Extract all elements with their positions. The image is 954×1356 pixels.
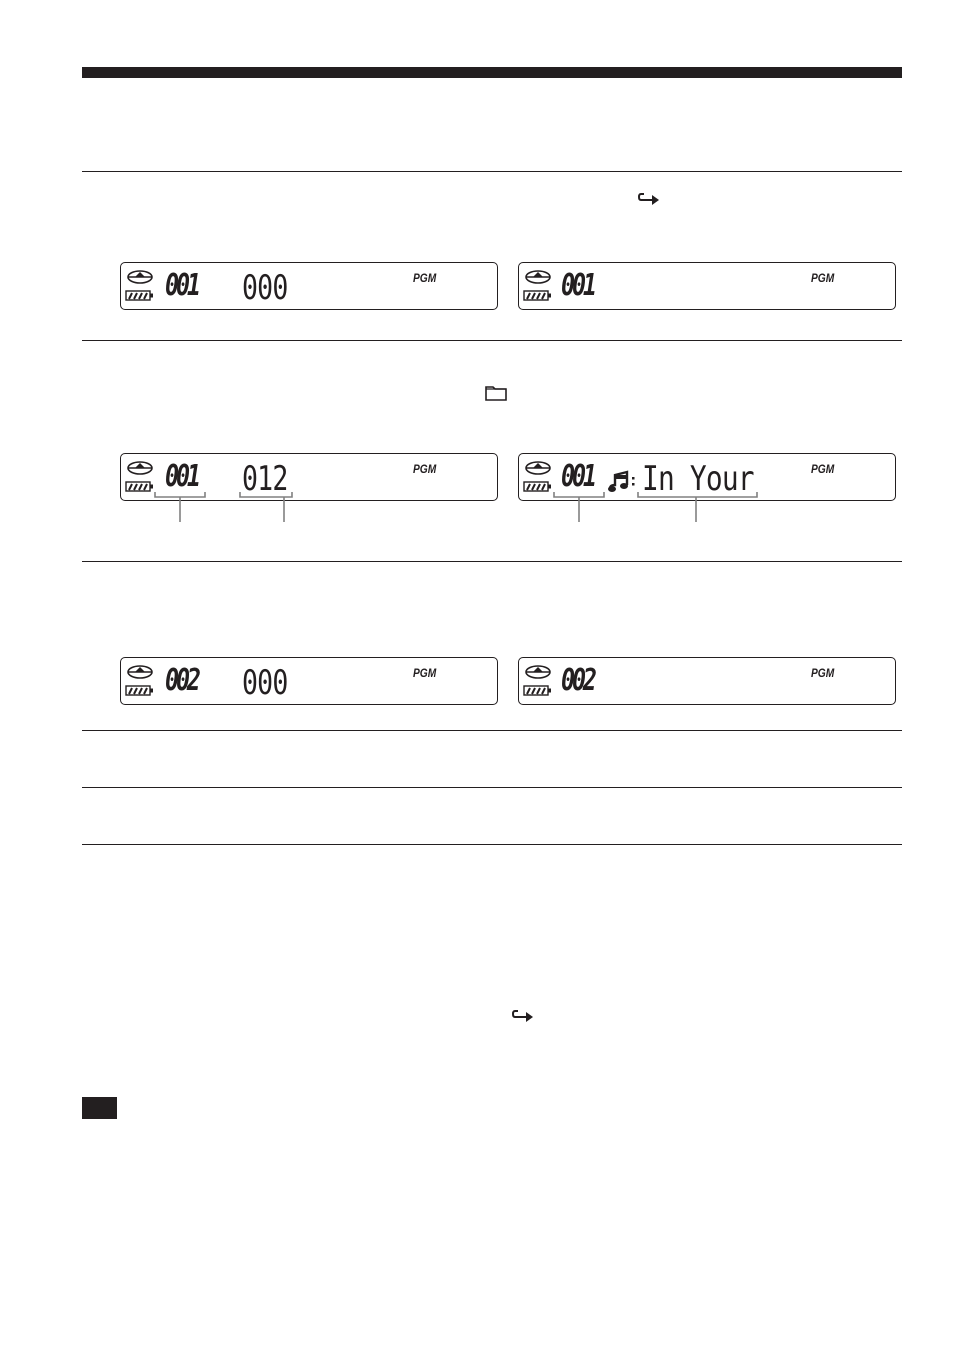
lcd-pgm-indicator: PGM — [413, 666, 437, 680]
lcd-pgm-indicator: PGM — [811, 462, 835, 476]
lcd-pgm-indicator: PGM — [811, 271, 835, 285]
lcd-display — [120, 657, 498, 705]
lcd-group-number: 001 — [165, 268, 198, 303]
folder-icon — [485, 384, 507, 401]
disc-icon — [523, 459, 553, 499]
disc-icon — [125, 663, 155, 703]
step-divider — [82, 561, 902, 562]
battery-icon — [523, 685, 553, 697]
lcd-group-number: 001 — [165, 459, 198, 494]
battery-icon — [523, 290, 553, 302]
step-divider — [82, 340, 902, 341]
lcd-pgm-indicator: PGM — [413, 271, 437, 285]
repeat-arrow-icon — [638, 192, 660, 206]
battery-icon — [125, 290, 155, 302]
callout-brackets — [150, 490, 310, 526]
lcd-display — [518, 657, 896, 705]
lcd-group-number: 002 — [165, 663, 198, 698]
lcd-track-count: 000 — [242, 663, 288, 703]
lcd-pgm-indicator: PGM — [413, 462, 437, 476]
lcd-group-number: 002 — [561, 663, 594, 698]
section-header-bar — [82, 67, 902, 78]
battery-icon — [125, 685, 155, 697]
disc-icon — [523, 663, 553, 703]
lcd-track-name: In Your — [642, 459, 754, 499]
lcd-display — [518, 262, 896, 310]
lcd-track-count: 000 — [242, 268, 288, 308]
step-divider — [82, 171, 902, 172]
step-divider — [82, 844, 902, 845]
lcd-group-number: 001 — [561, 459, 594, 494]
disc-icon — [523, 268, 553, 308]
battery-icon — [523, 481, 553, 493]
disc-icon — [125, 268, 155, 308]
lcd-display — [120, 262, 498, 310]
step-divider — [82, 787, 902, 788]
lcd-track-count: 012 — [242, 459, 288, 499]
lcd-pgm-indicator: PGM — [811, 666, 835, 680]
step-divider — [82, 730, 902, 731]
note-label-box — [82, 1097, 117, 1119]
callout-brackets — [550, 490, 765, 526]
lcd-group-number: 001 — [561, 268, 594, 303]
repeat-arrow-icon — [512, 1009, 534, 1023]
